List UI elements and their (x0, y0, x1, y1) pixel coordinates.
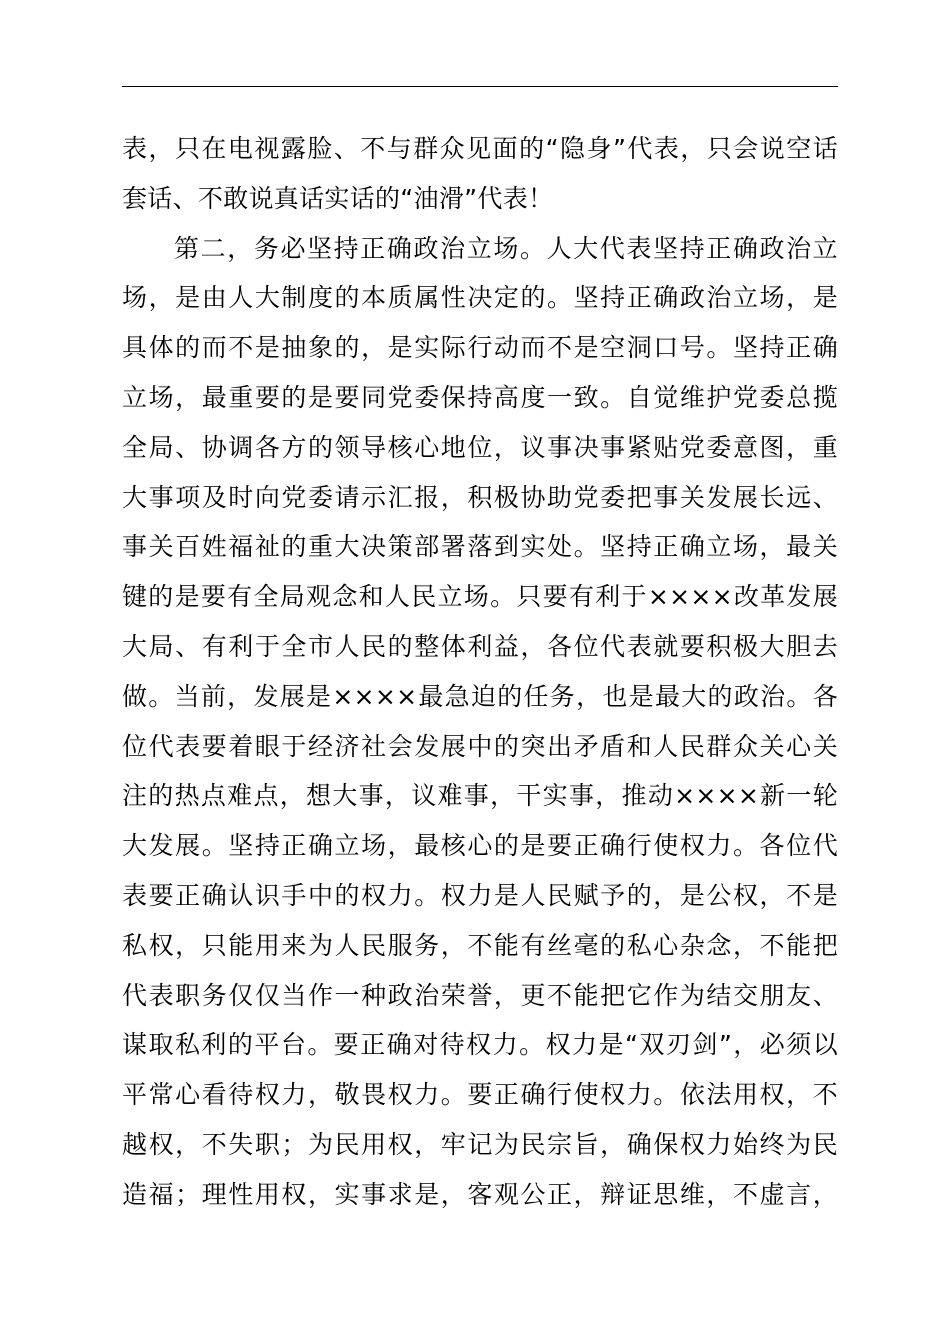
text-line: 代表职务仅仅当作一种政治荣誉，更不能把它作为结交朋友、 (122, 980, 838, 1010)
text-line: 平常心看待权力，敬畏权力。要正确行使权力。依法用权，不 (122, 1080, 838, 1110)
text-line: 注的热点难点，想大事，议难事，干实事，推动××××新一轮 (122, 781, 838, 811)
paragraph-start-line: 第二，务必坚持正确政治立场。人大代表坚持正确政治立 (174, 233, 838, 263)
text-line: 大事项及时向党委请示汇报，积极协助党委把事关发展长远、 (122, 482, 838, 512)
body-text (122, 124, 838, 1220)
text-line: 造福；理性用权，实事求是，客观公正，辩证思维，不虚言， (122, 1179, 838, 1209)
text-line: 立场，最重要的是要同党委保持高度一致。自觉维护党委总揽 (122, 382, 838, 412)
text-line: 谋取私利的平台。要正确对待权力。权力是“双刃剑”，必须以 (122, 1030, 838, 1060)
text-line: 全局、协调各方的领导核心地位，议事决事紧贴党委意图，重 (122, 432, 838, 462)
text-line: 越权，不失职；为民用权，牢记为民宗旨，确保权力始终为民 (122, 1129, 838, 1159)
text-line: 大发展。坚持正确立场，最核心的是要正确行使权力。各位代 (122, 831, 838, 861)
text-line: 键的是要有全局观念和人民立场。只要有利于××××改革发展 (122, 582, 838, 612)
text-line: 私权，只能用来为人民服务，不能有丝毫的私心杂念，不能把 (122, 930, 838, 960)
text-line: 事关百姓福祉的重大决策部署落到实处。坚持正确立场，最关 (122, 532, 838, 562)
text-line: 位代表要着眼于经济社会发展中的突出矛盾和人民群众关心关 (122, 731, 838, 761)
text-line: 具体的而不是抽象的，是实际行动而不是空洞口号。坚持正确 (122, 333, 838, 363)
text-line: 表，只在电视露脸、不与群众见面的“隐身”代表，只会说空话 (122, 134, 838, 163)
text-line: 做。当前，发展是××××最急迫的任务，也是最大的政治。各 (122, 681, 838, 711)
text-line: 套话、不敢说真话实话的“油滑”代表！ (122, 183, 554, 213)
text-line: 大局、有利于全市人民的整体利益，各位代表就要积极大胆去 (122, 631, 838, 661)
text-line: 表要正确认识手中的权力。权力是人民赋予的，是公权，不是 (122, 880, 838, 910)
text-line: 场，是由人大制度的本质属性决定的。坚持正确政治立场，是 (122, 283, 838, 313)
header-rule (122, 86, 838, 87)
